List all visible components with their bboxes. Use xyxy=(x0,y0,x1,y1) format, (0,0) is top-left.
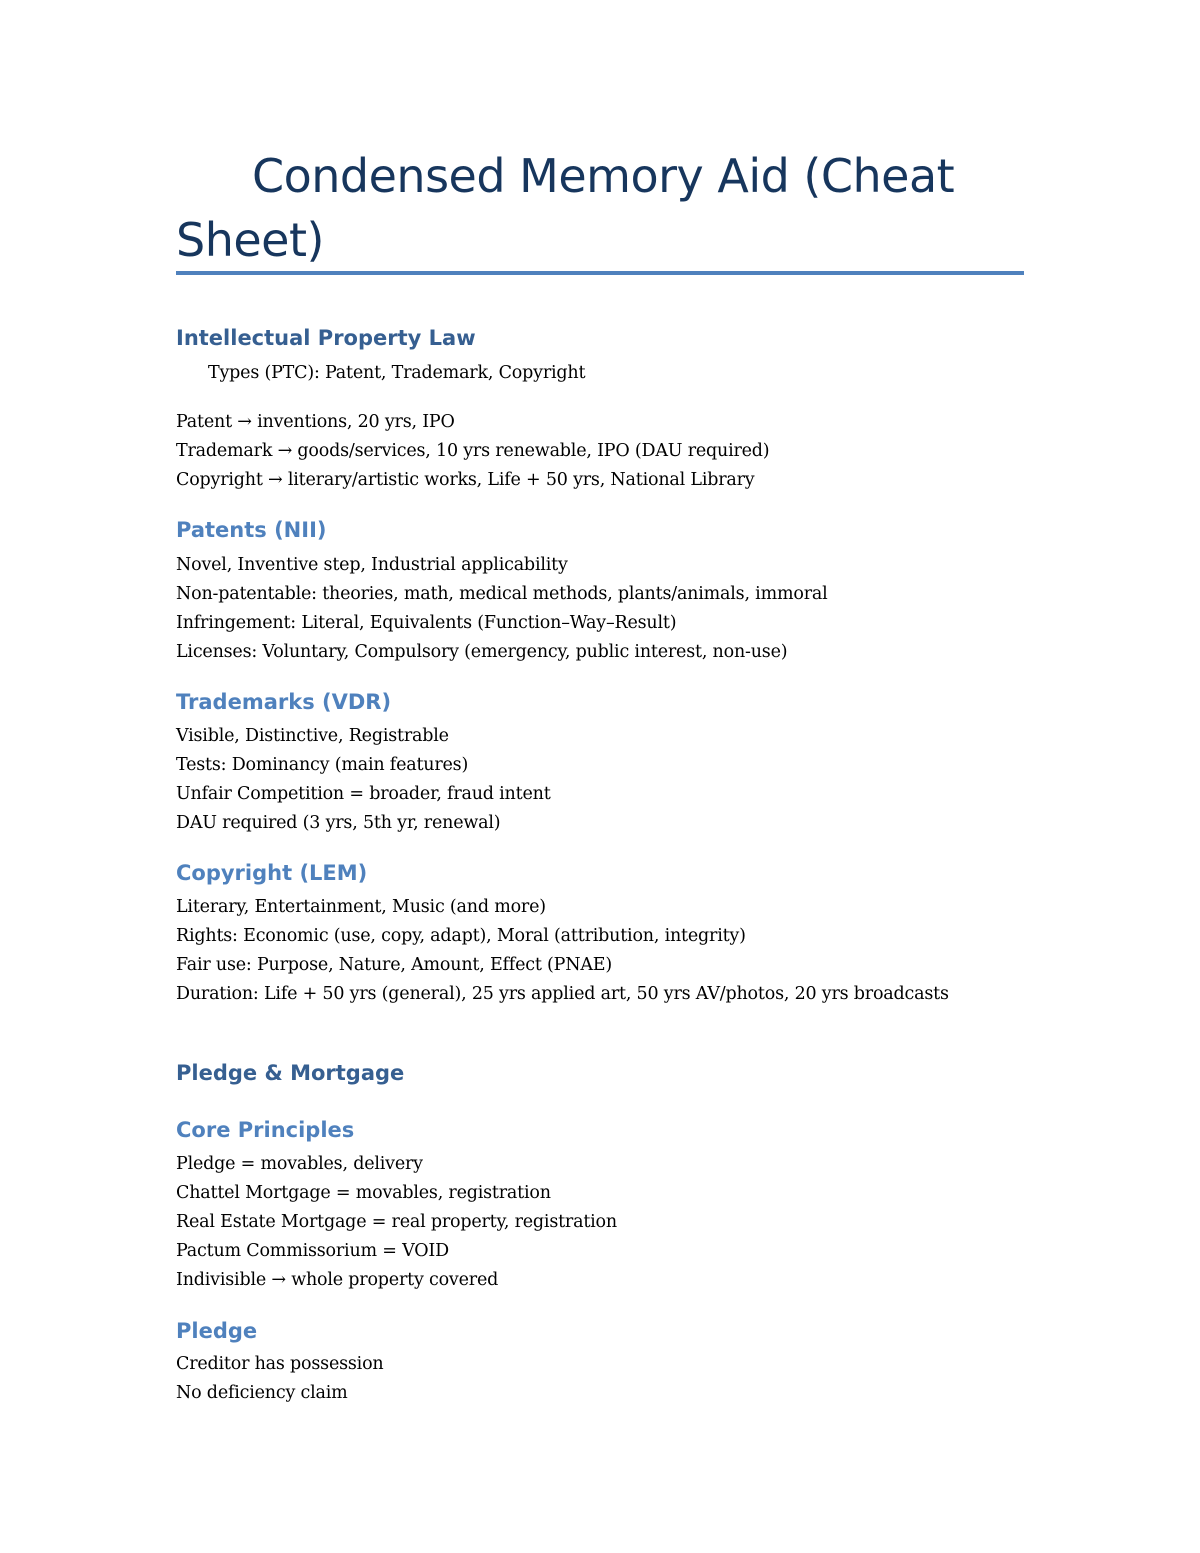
heading-patents: Patents (NII) xyxy=(176,518,327,542)
heading-trademarks: Trademarks (VDR) xyxy=(176,690,392,714)
copyright-line: Fair use: Purpose, Nature, Amount, Effect (PNAE) xyxy=(176,955,612,975)
trademarks-line: Visible, Distinctive, Registrable xyxy=(176,726,449,746)
patents-line: Infringement: Literal, Equivalents (Function–Way–Result) xyxy=(176,613,677,633)
pledge-line: No deficiency claim xyxy=(176,1383,348,1403)
heading-pledge: Pledge xyxy=(176,1319,258,1343)
pledge-line: Creditor has possession xyxy=(176,1354,384,1374)
patents-line: Non-patentable: theories, math, medical methods, plants/animals, immoral xyxy=(176,584,828,604)
copyright-line: Rights: Economic (use, copy, adapt), Moral (attribution, integrity) xyxy=(176,926,746,946)
patents-line: Novel, Inventive step, Industrial applicability xyxy=(176,555,568,575)
trademarks-line: DAU required (3 yrs, 5th yr, renewal) xyxy=(176,813,501,833)
patents-line: Licenses: Voluntary, Compulsory (emergency, public interest, non-use) xyxy=(176,642,788,662)
document-title xyxy=(176,144,1024,272)
ip-types-line: Types (PTC): Patent, Trademark, Copyright xyxy=(208,363,586,383)
heading-copyright: Copyright (LEM) xyxy=(176,861,368,885)
heading-core-principles: Core Principles xyxy=(176,1118,355,1142)
ip-line: Copyright → literary/artistic works, Life + 50 yrs, National Library xyxy=(176,470,755,490)
core-principles-line: Real Estate Mortgage = real property, registration xyxy=(176,1212,617,1232)
core-principles-line: Chattel Mortgage = movables, registration xyxy=(176,1183,551,1203)
trademarks-line: Unfair Competition = broader, fraud intent xyxy=(176,784,551,804)
ip-line: Trademark → goods/services, 10 yrs renewable, IPO (DAU required) xyxy=(176,441,770,461)
ip-line: Patent → inventions, 20 yrs, IPO xyxy=(176,412,455,432)
core-principles-line: Pledge = movables, delivery xyxy=(176,1154,423,1174)
title-underline xyxy=(176,271,1024,275)
title-line-1: Condensed Memory Aid (Cheat xyxy=(252,149,955,203)
core-principles-line: Pactum Commissorium = VOID xyxy=(176,1241,449,1261)
heading-ip-law: Intellectual Property Law xyxy=(176,326,476,350)
title-line-2: Sheet) xyxy=(176,213,324,267)
copyright-line: Literary, Entertainment, Music (and more) xyxy=(176,897,546,917)
heading-pledge-mortgage: Pledge & Mortgage xyxy=(176,1061,405,1085)
core-principles-line: Indivisible → whole property covered xyxy=(176,1270,499,1290)
trademarks-line: Tests: Dominancy (main features) xyxy=(176,755,469,775)
copyright-line: Duration: Life + 50 yrs (general), 25 yrs applied art, 50 yrs AV/photos, 20 yrs broadcasts xyxy=(176,984,949,1004)
